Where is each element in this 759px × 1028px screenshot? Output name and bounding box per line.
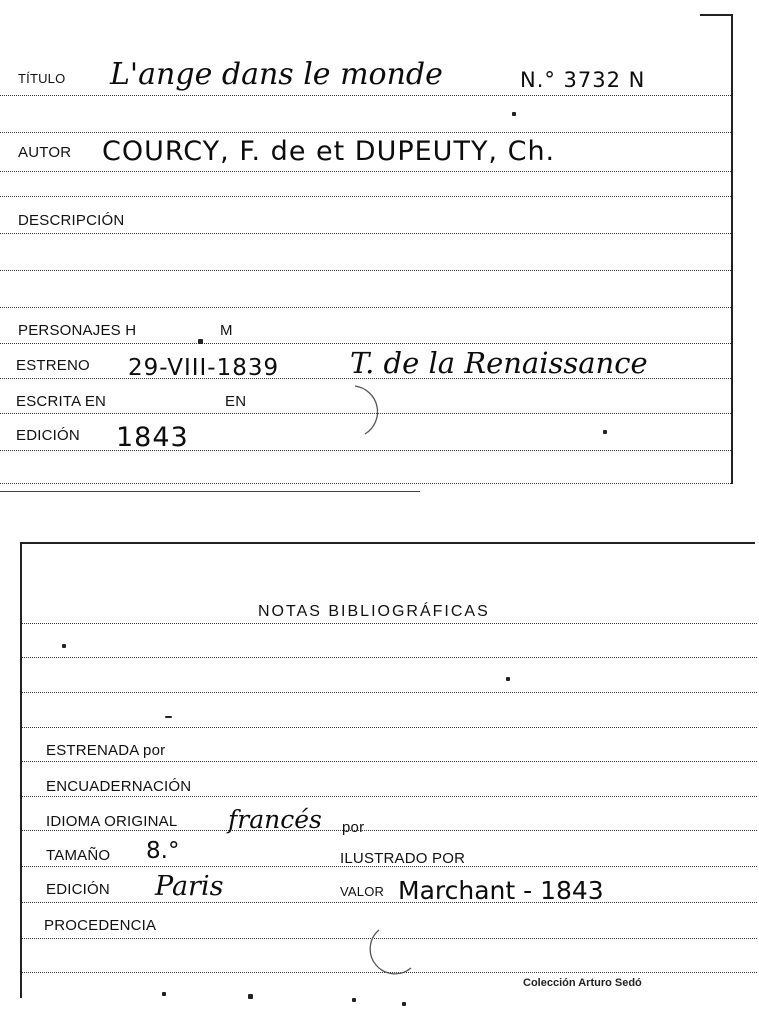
estreno-date: 29-VIII-1839 [128,355,280,381]
rule [0,233,731,234]
rule [22,830,757,831]
titulo-value: L'ange dans le monde [110,57,443,92]
tamano-label: TAMAÑO [46,847,111,864]
personajes-m-label: M [220,322,233,339]
estrenada-label: ESTRENADA por [46,742,166,759]
valor-label: VALOR [340,884,385,899]
idioma-label: IDIOMA ORIGINAL [46,813,178,830]
autor-label: AUTOR [18,144,72,161]
rule [0,171,731,172]
section-heading: NOTAS BIBLIOGRÁFICAS [258,603,490,620]
edicion-city: Paris [155,871,224,902]
punch-hole-mark [325,382,385,442]
ink-speck [603,430,607,434]
descripcion-label: DESCRIPCIÓN [18,212,125,229]
escrita-label: ESCRITA EN [16,393,107,410]
ink-speck [62,644,66,648]
card-right-edge [731,14,733,484]
edicion-value: 1843 [116,422,189,453]
rule [22,727,757,728]
rule [22,796,757,797]
rule [0,307,731,308]
ink-speck [162,992,166,996]
escrita-en-label: EN [225,393,247,410]
ink-speck [506,677,510,681]
card-top-edge [20,542,755,544]
personajes-label: PERSONAJES H [18,322,137,339]
ink-speck [165,716,172,718]
procedencia-label: PROCEDENCIA [44,917,157,934]
record-number: N.° 3732 N [520,68,646,92]
rule [0,450,731,451]
ink-speck [352,998,356,1002]
idioma-value: francés [228,805,322,834]
autor-value: COURCY, F. de et DUPEUTY, Ch. [102,136,556,167]
edicion-label-bottom: EDICIÓN [46,881,110,898]
card-left-edge [20,542,22,998]
rule [0,343,731,344]
card-bottom-edge [0,491,420,492]
estreno-label: ESTRENO [16,357,90,374]
ink-speck [248,994,253,999]
encuadernacion-label: ENCUADERNACIÓN [46,778,192,795]
rule [22,902,757,903]
rule [22,692,757,693]
ink-speck [198,339,203,344]
rule [0,95,731,96]
rule [0,132,731,133]
rule [22,623,757,624]
titulo-label: TÍTULO [18,71,66,86]
rule [0,483,731,484]
edicion-publisher: Marchant - 1843 [398,876,604,905]
rule [22,657,757,658]
ink-speck [402,1002,406,1006]
ilustrado-label: ILUSTRADO POR [340,850,466,867]
rule [0,270,731,271]
catalog-card-bottom [0,530,759,1028]
card-top-edge [700,14,732,16]
rule [22,761,757,762]
ink-speck [512,112,516,116]
catalog-card-top [0,0,759,500]
edicion-label: EDICIÓN [16,427,80,444]
estreno-theatre: T. de la Renaissance [350,346,648,380]
rule [0,196,731,197]
idioma-por-label: por [342,819,365,836]
tamano-value: 8.° [146,838,180,864]
collection-footer: Colección Arturo Sedó [523,977,642,989]
punch-hole-mark [365,924,425,984]
